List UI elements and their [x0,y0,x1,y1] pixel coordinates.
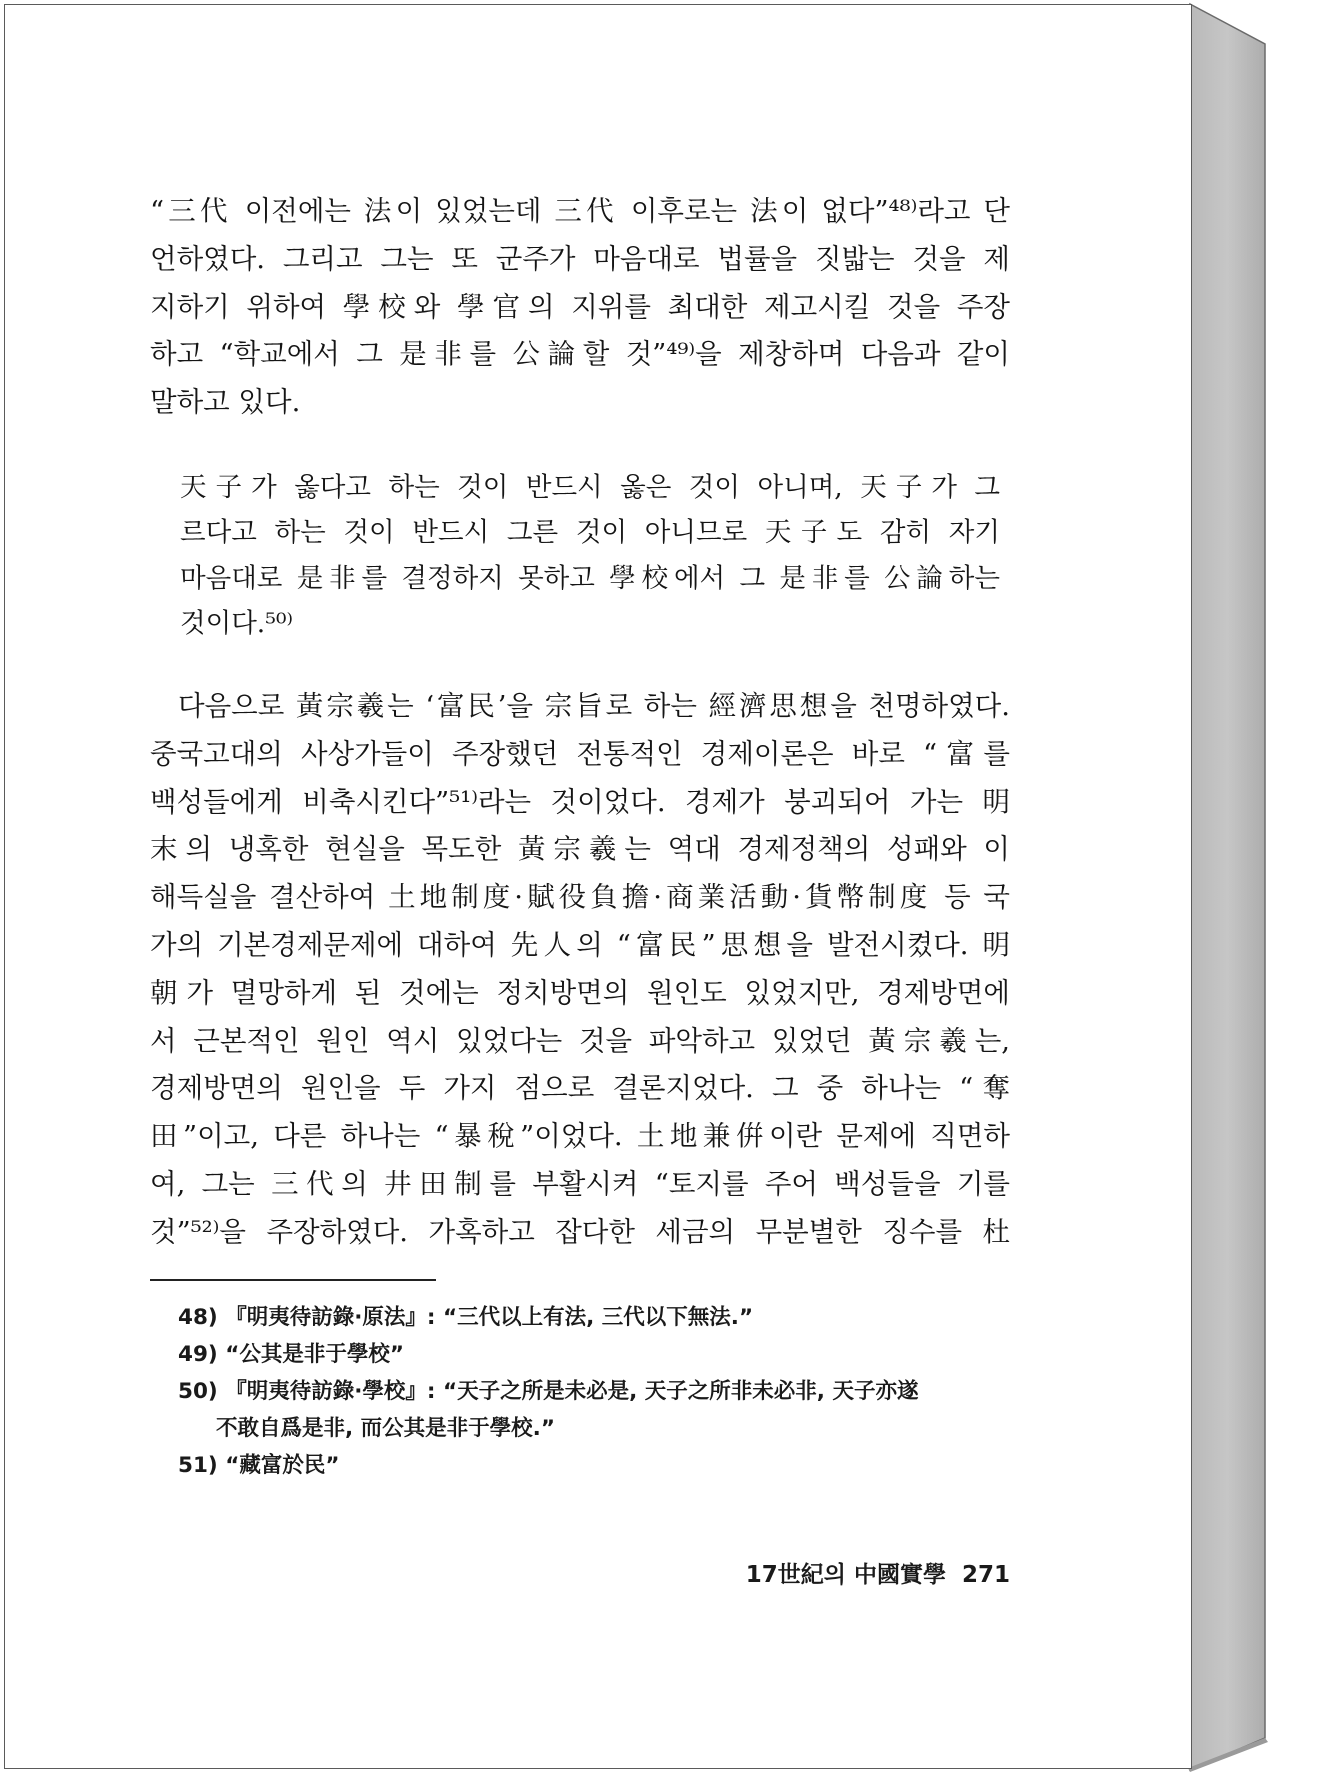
page-content [150,188,1010,1484]
text-line: 여, 그는 三代의 井田制를 부활시켜 “토지를 주어 백성들을 기를 [150,1167,1010,1200]
page-number: 271 [961,1562,1010,1588]
quote-line: 르다고 하는 것이 반드시 그른 것이 아니므로 天子도 감히 자기 [180,517,1000,549]
text-line: 지하기 위하여 學校와 學官의 지위를 최대한 제고시킬 것을 주장 [150,290,1010,323]
footnote-text: 『明夷待訪錄·學校』: “天子之所是未必是, 天子之所非未必非, 天子亦遂 [225,1378,919,1404]
footnote-number: 51) [178,1452,218,1478]
quote-line: 天子가 옳다고 하는 것이 반드시 옳은 것이 아니며, 天子가 그 [180,471,1000,503]
text-line: 다음으로 黃宗羲는 ‘富民’을 宗旨로 하는 經濟思想을 천명하였다. [178,689,1010,722]
footnote-text: “公其是非于學校” [225,1341,405,1367]
text-line: 田”이고, 다른 하나는 “暴稅”이었다. 土地兼倂이란 문제에 직면하 [150,1120,1010,1153]
running-footer-title: 17世紀의 中國實學 [745,1562,946,1588]
text-line: “三代 이전에는 法이 있었는데 三代 이후로는 法이 없다”⁴⁸⁾라고 단 [150,195,1010,227]
text-line: 말하고 있다. [150,386,301,419]
text-line: 하고 “학교에서 그 是非를 公論할 것”⁴⁹⁾을 제창하며 다음과 같이 [150,338,1010,371]
footnotes [150,1299,1010,1484]
paragraph-2 [150,683,1010,1257]
quote-line: 마음대로 是非를 결정하지 못하고 學校에서 그 是非를 公論하는 [180,562,1000,594]
paragraph-1 [150,188,1010,427]
text-line: 중국고대의 사상가들이 주장했던 전통적인 경제이론은 바로 “富를 [150,737,1010,770]
text-line: 경제방면의 원인을 두 가지 점으로 결론지었다. 그 중 하나는 “奪 [150,1072,1010,1105]
page-footer [700,1556,1010,1589]
footnote-49 [178,1336,1010,1373]
text-line: 朝가 멸망하게 된 것에는 정치방면의 원인도 있었지만, 경제방면에 [150,976,1010,1009]
footnote-number: 48) [178,1304,218,1330]
text-line: 백성들에게 비축시킨다”⁵¹⁾라는 것이었다. 경제가 붕괴되어 가는 明 [150,785,1010,818]
footnote-number: 50) [178,1378,218,1404]
quote-line: 것이다.⁵⁰⁾ [180,608,293,640]
text-line: 것”⁵²⁾을 주장하였다. 가혹하고 잡다한 세금의 무분별한 징수를 杜 [150,1215,1010,1248]
footnote-48 [178,1299,1010,1336]
footnote-text: “藏富於民” [225,1452,340,1478]
footnote-divider [150,1279,436,1281]
footnote-text-continued: 不敢自爲是非, 而公其是非于學校.” [216,1415,555,1441]
text-line: 末의 냉혹한 현실을 목도한 黃宗羲는 역대 경제정책의 성패와 이 [150,833,1010,866]
footnote-51 [178,1447,1010,1484]
text-line: 서 근본적인 원인 역시 있었다는 것을 파악하고 있었던 黃宗羲는, [150,1024,1010,1057]
footnote-number: 49) [178,1341,218,1367]
block-quote [180,465,1000,647]
footnote-50 [178,1373,1010,1447]
footnote-text: 『明夷待訪錄·原法』: “三代以上有法, 三代以下無法.” [225,1304,754,1330]
text-line: 해득실을 결산하여 土地制度·賦役負擔·商業活動·貨幣制度 등 국 [150,881,1010,914]
text-line: 언하였다. 그리고 그는 또 군주가 마음대로 법률을 짓밟는 것을 제 [150,242,1010,275]
text-line: 가의 기본경제문제에 대하여 先人의 “富民”思想을 발전시켰다. 明 [150,928,1010,961]
